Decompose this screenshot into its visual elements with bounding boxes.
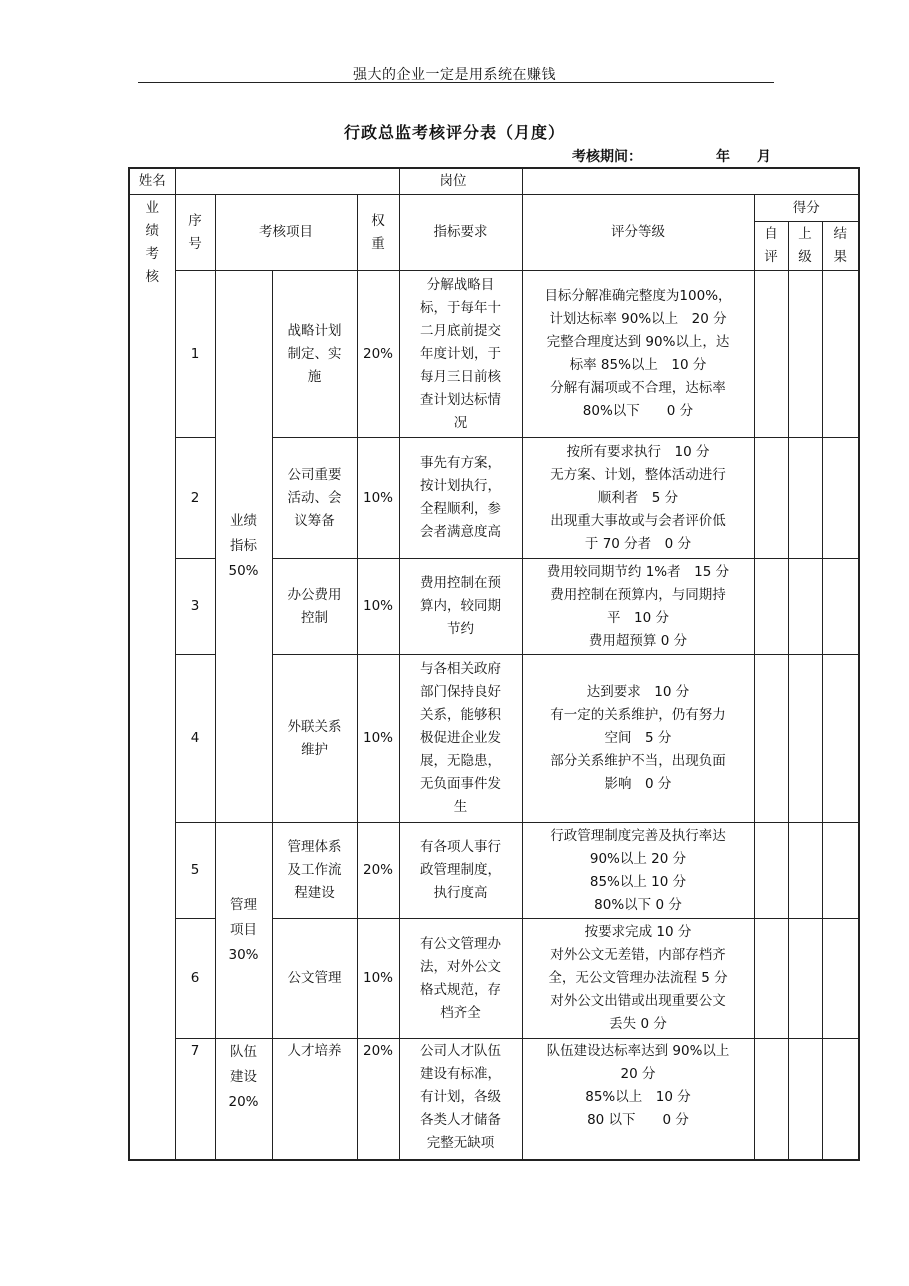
superior-score-cell[interactable]	[788, 655, 822, 823]
name-label: 姓名	[129, 168, 175, 195]
self-eval-header: 自 评	[754, 222, 788, 271]
self-score-cell[interactable]	[754, 271, 788, 438]
seq-cell: 3	[175, 559, 215, 655]
grading-cell: 费用较同期节约 1%者 15 分 费用控制在预算内，与同期持 平 10 分 费用超预算 0 分	[522, 559, 754, 655]
requirement-cell: 分解战略目 标，于每年十 二月底前提交 年度计划，于 每月三日前核 查计划达标情 况	[399, 271, 522, 438]
requirement-cell: 费用控制在预 算内，较同期 节约	[399, 559, 522, 655]
self-score-cell[interactable]	[754, 655, 788, 823]
item-cell: 公文管理	[272, 919, 357, 1039]
requirement-cell: 有公文管理办 法，对外公文 格式规范，存 档齐全	[399, 919, 522, 1039]
result-score-cell[interactable]	[822, 823, 859, 919]
grading-cell: 按所有要求执行 10 分 无方案、计划，整体活动进行 顺利者 5 分 出现重大事故或与会者评价低 于 70 分者 0 分	[522, 438, 754, 559]
header-divider	[138, 82, 774, 83]
result-score-cell[interactable]	[822, 919, 859, 1039]
grading-cell: 按要求完成 10 分 对外公文无差错，内部存档齐 全，无公文管理办法流程 5 分 对外公文出错或出现重要公文 丢失 0 分	[522, 919, 754, 1039]
result-score-cell[interactable]	[822, 438, 859, 559]
requirement-cell: 事先有方案， 按计划执行， 全程顺利，参 会者满意度高	[399, 438, 522, 559]
weight-header: 权 重	[357, 195, 399, 271]
item-cell: 公司重要 活动、会 议筹备	[272, 438, 357, 559]
requirement-header: 指标要求	[399, 195, 522, 271]
weight-cell: 20%	[357, 823, 399, 919]
result-score-cell[interactable]	[822, 655, 859, 823]
superior-score-cell[interactable]	[788, 919, 822, 1039]
weight-cell: 10%	[357, 919, 399, 1039]
score-header: 得分	[754, 195, 859, 222]
grading-cell: 队伍建设达标率达到 90%以上 20 分 85%以上 10 分 80 以下 0 分	[522, 1039, 754, 1160]
superior-score-cell[interactable]	[788, 823, 822, 919]
self-score-cell[interactable]	[754, 559, 788, 655]
info-row	[129, 168, 859, 195]
evaluation-table	[128, 167, 860, 1161]
superior-score-cell[interactable]	[788, 271, 822, 438]
page-header-slogan: 强大的企业一定是用系统在赚钱	[353, 67, 556, 83]
item-header: 考核项目	[215, 195, 357, 271]
seq-cell: 2	[175, 438, 215, 559]
name-value[interactable]	[175, 168, 399, 195]
superior-score-cell[interactable]	[788, 438, 822, 559]
seq-cell: 7	[175, 1039, 215, 1160]
seq-cell: 6	[175, 919, 215, 1039]
seq-cell: 1	[175, 271, 215, 438]
grading-cell: 目标分解准确完整度为100%， 计划达标率 90%以上 20 分 完整合理度达到 90%以上，达 标率 85%以上 10 分 分解有漏项或不合理，达标率 80%以下 0 分	[522, 271, 754, 438]
result-score-cell[interactable]	[822, 559, 859, 655]
group-management: 管理 项目 30%	[215, 823, 272, 1039]
result-score-cell[interactable]	[822, 271, 859, 438]
item-cell: 人才培养	[272, 1039, 357, 1160]
requirement-cell: 与各相关政府 部门保持良好 关系，能够积 极促进企业发 展，无隐患， 无负面事件发 生	[399, 655, 522, 823]
result-header: 结 果	[822, 222, 859, 271]
grading-cell: 行政管理制度完善及执行率达 90%以上 20 分 85%以上 10 分 80%以下 0 分	[522, 823, 754, 919]
weight-cell: 20%	[357, 1039, 399, 1160]
table-row	[129, 823, 859, 919]
period-month-label: 月	[757, 149, 771, 165]
item-cell: 办公费用 控制	[272, 559, 357, 655]
seq-header: 序 号	[175, 195, 215, 271]
weight-cell: 10%	[357, 438, 399, 559]
self-score-cell[interactable]	[754, 438, 788, 559]
group-performance: 业绩 指标 50%	[215, 271, 272, 823]
superior-header: 上 级	[788, 222, 822, 271]
seq-cell: 5	[175, 823, 215, 919]
requirement-cell: 公司人才队伍 建设有标准， 有计划，各级 各类人才储备 完整无缺项	[399, 1039, 522, 1160]
table-row	[129, 271, 859, 438]
post-label: 岗位	[399, 168, 522, 195]
period-label: 考核期间：	[572, 149, 642, 165]
self-score-cell[interactable]	[754, 1039, 788, 1160]
group-team: 队伍 建设 20%	[215, 1039, 272, 1160]
item-cell: 外联关系 维护	[272, 655, 357, 823]
header-row-1	[129, 195, 859, 222]
weight-cell: 20%	[357, 271, 399, 438]
item-cell: 管理体系 及工作流 程建设	[272, 823, 357, 919]
period-year-label: 年	[716, 149, 730, 165]
grading-header: 评分等级	[522, 195, 754, 271]
self-score-cell[interactable]	[754, 919, 788, 1039]
superior-score-cell[interactable]	[788, 559, 822, 655]
table-row	[129, 1039, 859, 1160]
seq-cell: 4	[175, 655, 215, 823]
self-score-cell[interactable]	[754, 823, 788, 919]
item-cell: 战略计划 制定、实 施	[272, 271, 357, 438]
category-cell: 业 绩 考 核	[129, 195, 175, 1160]
document-title: 行政总监考核评分表（月度）	[343, 123, 565, 142]
weight-cell: 10%	[357, 559, 399, 655]
post-value[interactable]	[522, 168, 859, 195]
weight-cell: 10%	[357, 655, 399, 823]
grading-cell: 达到要求 10 分 有一定的关系维护，仍有努力 空间 5 分 部分关系维护不当，出现负面 影响 0 分	[522, 655, 754, 823]
result-score-cell[interactable]	[822, 1039, 859, 1160]
superior-score-cell[interactable]	[788, 1039, 822, 1160]
requirement-cell: 有各项人事行 政管理制度， 执行度高	[399, 823, 522, 919]
